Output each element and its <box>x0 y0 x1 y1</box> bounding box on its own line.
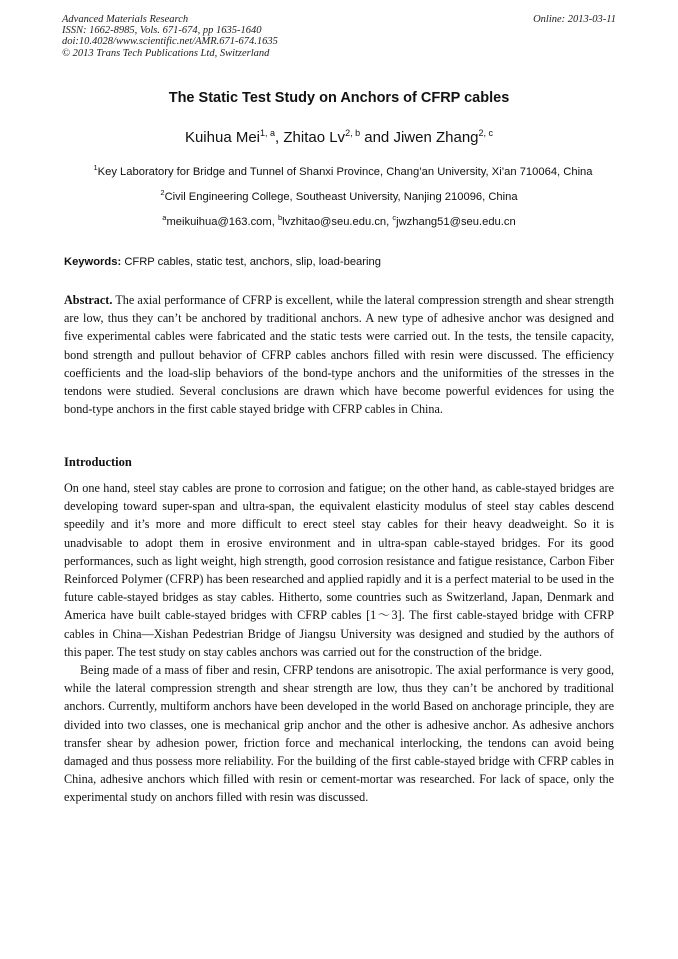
journal-name: Advanced Materials Research <box>62 14 189 25</box>
affiliation-1 <box>4 163 678 178</box>
email-marker: a <box>162 213 167 222</box>
doi-line[interactable]: doi:10.4028/www.scientific.net/AMR.671-674.1635 <box>62 36 278 48</box>
author-affiliation-marker: 2, c <box>478 128 494 138</box>
issn-line: ISSN: 1662-8985, Vols. 671-674, pp 1635-1640 <box>62 25 262 37</box>
keywords-label: Keywords: <box>64 256 122 268</box>
affiliation-marker: 2 <box>160 188 165 197</box>
author-affiliation-marker: 2, b <box>345 128 361 138</box>
email-link[interactable]: lvzhitao@seu.edu.cn <box>282 216 387 228</box>
affiliation-text: Civil Engineering College, Southeast University, Nanjing 210096, China <box>164 191 518 203</box>
online-date: Online: 2013-03-11 <box>533 14 616 25</box>
email-link[interactable]: meikuihua@163.com <box>166 216 272 228</box>
email-separator: , <box>271 216 278 228</box>
introduction-body <box>64 479 614 807</box>
email-line <box>0 213 678 228</box>
author-separator: , <box>275 129 284 146</box>
email-marker: c <box>392 213 397 222</box>
abstract-label: Abstract. <box>64 293 113 307</box>
email-marker: b <box>277 213 283 222</box>
copyright-line: © 2013 Trans Tech Publications Ltd, Switzerland <box>62 47 270 59</box>
journal-header <box>62 14 616 59</box>
keywords-text: CFRP cables, static test, anchors, slip, load-bearing <box>124 256 381 268</box>
author-list <box>0 129 678 146</box>
email-link[interactable]: jwzhang51@seu.edu.cn <box>396 216 516 228</box>
affiliation-marker: 1 <box>93 163 98 172</box>
author-affiliation-marker: 1, a <box>260 128 276 138</box>
affiliation-text: Key Laboratory for Bridge and Tunnel of Shanxi Province, Chang’an University, Xi’an 710064, China <box>97 166 593 178</box>
email-separator: , <box>386 216 393 228</box>
section-heading-introduction: Introduction <box>64 455 132 469</box>
author-name: Jiwen Zhang <box>393 129 479 146</box>
author-name: Zhitao Lv <box>283 129 346 146</box>
author-separator: and <box>360 129 394 146</box>
paragraph: Being made of a mass of fiber and resin, CFRP tendons are anisotropic. The axial performance is very good, while the lateral compression strength and shear strength are low, thus they can’t be anchored by traditional anchors. Currently, multiform anchors have been developed in the world Based on anchorage principle, they are divided into two classes, one is mechanical grip anchor and the other is adhesive anchor. As adhesive anchors transfer shear by adhesion power, friction force and mechanical interlocking, the tendons can avoid being damaged and thus possess more reliability. For the building of the first cable-stayed bridge with CFRP cables in China, adhesive anchors which filled with resin or cement-mortar was researched. For lack of space, only the experimental study on anchors filled with resin was discussed. <box>64 663 614 805</box>
abstract <box>64 291 614 418</box>
paragraph: On one hand, steel stay cables are prone to corrosion and fatigue; on the other hand, as cable-stayed bridges are developing toward super-span and ultra-span, the equivalent elasticity modulus of steel stay cables descend speedily and it’s more and more difficult to erect steel stay cables for their heavy deadweight. So it is unadvisable to adopt them in erosive environment and in ultra-span cable-stayed bridges. For its good performances, such as light weight, high strength, good corrosion resistance and fatigue resistance, Carbon Fiber Reinforced Polymer (CFRP) has been researched and applied rapidly and it is a perfect material to be used in the future cable-stayed bridges as stay cables. Hitherto, some countries such as Switzerland, Japan, Denmark and America have built cable-stayed bridges with CFRP cables [1～3]. The first cable-stayed bridge with CFRP cables in China—Xishan Pedestrian Bridge of Jiangsu University was designed and studied by the authors of this paper. The test study on stay cables anchors was carried out for the construction of the bridge. <box>64 481 614 659</box>
author-name: Kuihua Mei <box>184 129 260 146</box>
affiliation-2 <box>0 188 678 203</box>
paper-title: The Static Test Study on Anchors of CFRP cables <box>168 90 510 106</box>
keywords <box>64 256 620 268</box>
abstract-text: The axial performance of CFRP is excellent, while the lateral compression strength and shear strength are low, thus they can’t be anchored by traditional anchors. A new type of adhesive anchor was designed and five experimental cables were fabricated and the static tests were carried out. In the tests, the tensile capacity, bond strength and pullout behavior of CFRP cables anchors filled with resin were discussed. The efficiency coefficients and the load-slip behaviors of the bond-type anchors and the uniformities of the stresses in the tendons were studied. Several conclusions are drawn which have become powerful evidences for using the bond-type anchors in the first cable stayed bridge with CFRP cables in China. <box>64 293 615 417</box>
